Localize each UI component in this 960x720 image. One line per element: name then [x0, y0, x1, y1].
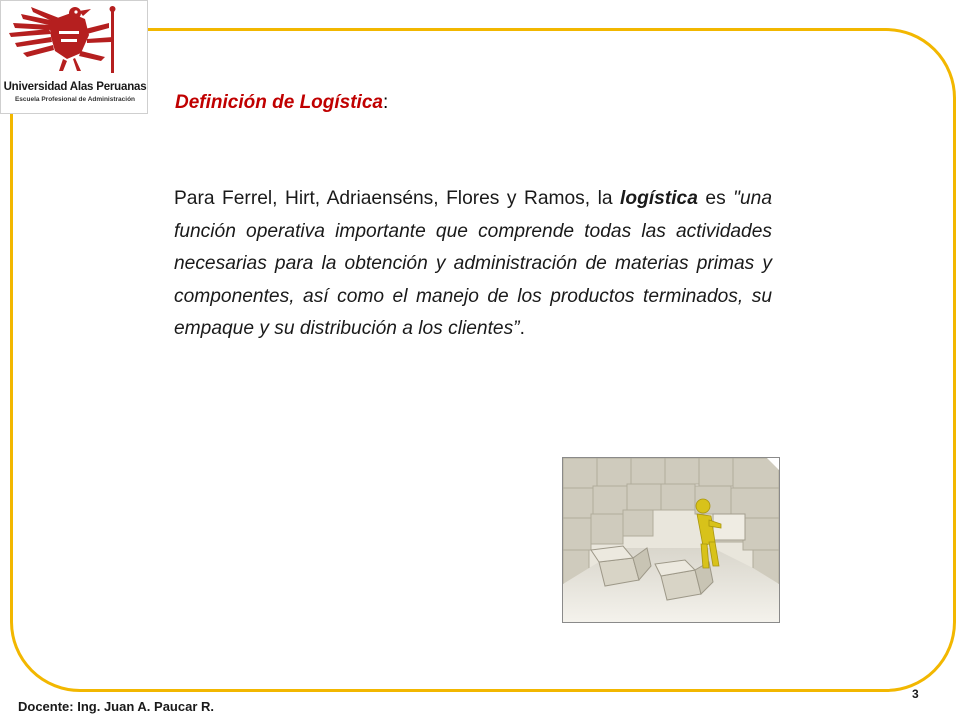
university-logo: [0, 0, 148, 114]
condor-emblem-icon: [1, 1, 149, 81]
warehouse-boxes-figure-icon: [563, 458, 779, 622]
definition-keyword: logística: [620, 188, 698, 209]
definition-lead: Para Ferrel, Hirt, Adriaenséns, Flores y Ramos, la: [174, 188, 621, 209]
title-colon: :: [382, 92, 389, 113]
title-text: Definición de Logística: [175, 92, 383, 113]
definition-paragraph: [174, 183, 772, 346]
slide-frame: [10, 28, 956, 692]
page-number: 3: [912, 687, 919, 701]
definition-quote: "una función operativa importante que comprende todas las actividades necesarias para la obtención y administración de materias primas y componentes, así como el manejo de los productos terminados, su empaque y su distribución a los clientes”: [174, 188, 772, 339]
school-name: Escuela Profesional de Administración: [14, 96, 136, 103]
warehouse-illustration: [562, 457, 780, 623]
slide-title: [175, 92, 388, 114]
definition-connector: es: [697, 188, 734, 209]
definition-end: .: [519, 318, 525, 339]
university-name: Universidad Alas Peruanas: [3, 81, 147, 93]
footer-teacher: Docente: Ing. Juan A. Paucar R.: [18, 699, 215, 714]
